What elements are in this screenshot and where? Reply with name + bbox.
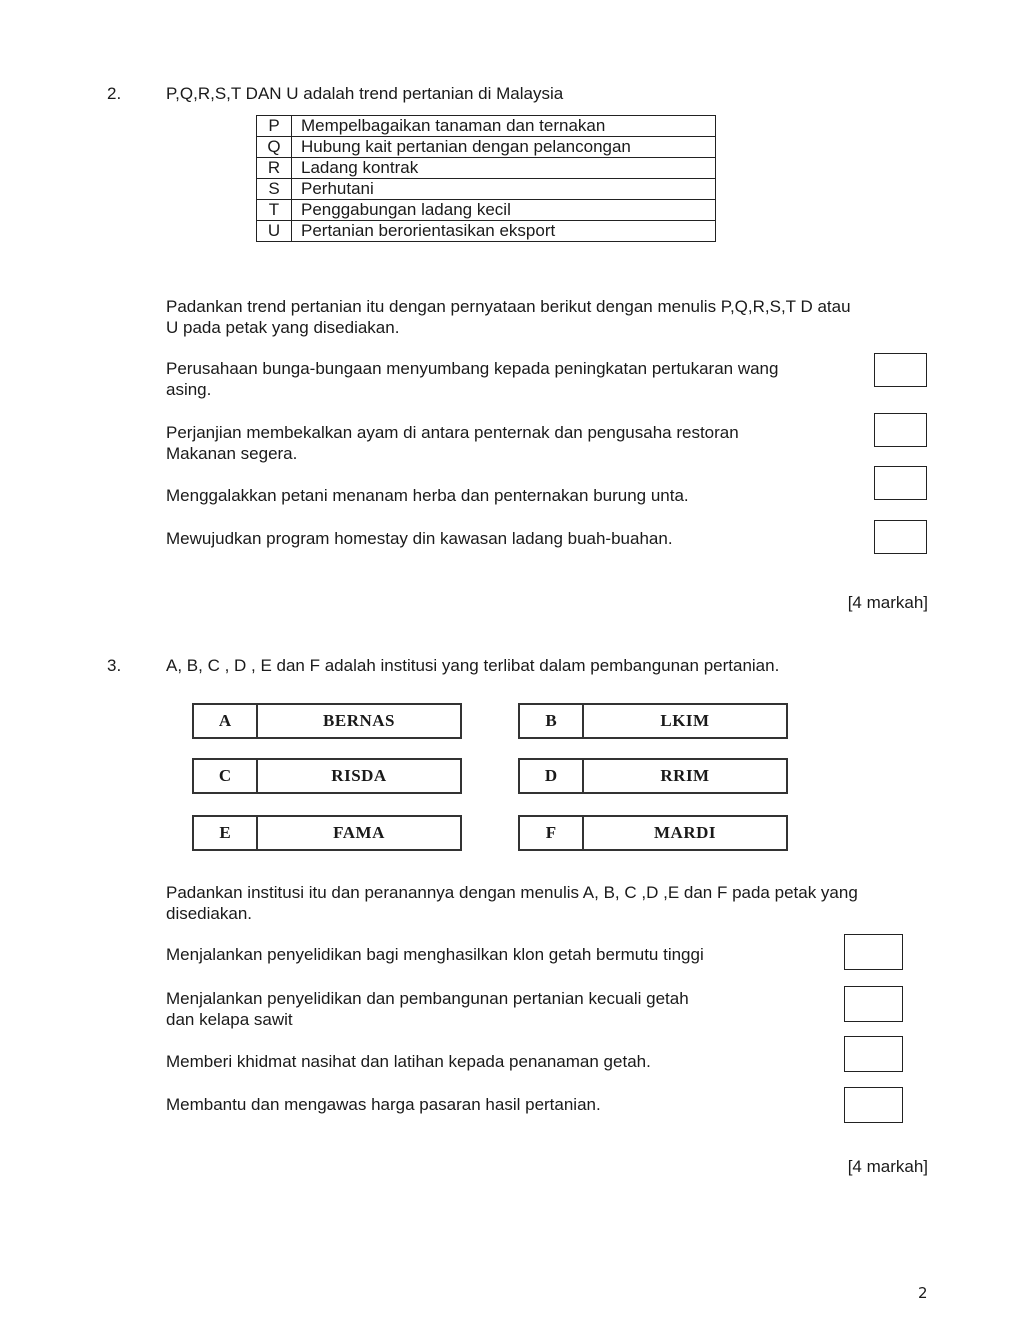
statement-line1: Memberi khidmat nasihat dan latihan kepada penanaman getah. bbox=[166, 1052, 651, 1071]
q2-answer-box-1[interactable] bbox=[874, 353, 927, 387]
q3-statement-3 bbox=[166, 1051, 651, 1072]
q2-answer-box-3[interactable] bbox=[874, 466, 927, 500]
q2-answer-box-4[interactable] bbox=[874, 520, 927, 554]
institution-box-b bbox=[518, 703, 788, 739]
institution-key: B bbox=[520, 705, 584, 737]
trend-key: Q bbox=[257, 137, 292, 158]
q3-answer-box-1[interactable] bbox=[844, 934, 903, 970]
q2-statement-2 bbox=[166, 422, 739, 464]
institution-name: FAMA bbox=[333, 823, 385, 842]
institution-key: C bbox=[194, 760, 258, 792]
table-row bbox=[257, 200, 716, 221]
table-row bbox=[257, 179, 716, 200]
institution-box-f bbox=[518, 815, 788, 851]
table-row bbox=[257, 221, 716, 242]
q3-instruction-line2: disediakan. bbox=[166, 904, 253, 923]
trend-text: Pertanian berorientasikan eksport bbox=[292, 221, 716, 242]
q3-title: A, B, C , D , E dan F adalah institusi yang terlibat dalam pembangunan pertanian. bbox=[166, 656, 780, 675]
institution-key: A bbox=[194, 705, 258, 737]
trend-key: U bbox=[257, 221, 292, 242]
statement-line1: Mewujudkan program homestay din kawasan ladang buah-buahan. bbox=[166, 529, 673, 548]
page-number: 2 bbox=[918, 1284, 928, 1302]
q2-instruction bbox=[166, 296, 851, 338]
institution-name: LKIM bbox=[660, 711, 710, 730]
q3-statement-4 bbox=[166, 1094, 601, 1115]
institution-box-e bbox=[192, 815, 462, 851]
q2-marks: [4 markah] bbox=[847, 593, 928, 612]
statement-line2: Makanan segera. bbox=[166, 444, 298, 463]
q3-instruction bbox=[166, 882, 858, 924]
q2-instruction-line2: U pada petak yang disediakan. bbox=[166, 318, 400, 337]
trend-text: Perhutani bbox=[292, 179, 716, 200]
institution-key: F bbox=[520, 817, 584, 849]
q2-statement-1 bbox=[166, 358, 778, 400]
statement-line1: Menjalankan penyelidikan bagi menghasilkan klon getah bermutu tinggi bbox=[166, 945, 704, 964]
q3-instruction-line1: Padankan institusi itu dan peranannya dengan menulis A, B, C ,D ,E dan F pada petak yang bbox=[166, 883, 858, 902]
institution-box-a bbox=[192, 703, 462, 739]
trend-key: S bbox=[257, 179, 292, 200]
q3-answer-box-3[interactable] bbox=[844, 1036, 903, 1072]
q2-answer-box-2[interactable] bbox=[874, 413, 927, 447]
q2-trend-table bbox=[256, 115, 716, 242]
statement-line2: asing. bbox=[166, 380, 212, 399]
q3-statement-2 bbox=[166, 988, 689, 1030]
q2-statement-3 bbox=[166, 485, 689, 506]
institution-name: BERNAS bbox=[323, 711, 395, 730]
q2-title: P,Q,R,S,T DAN U adalah trend pertanian di Malaysia bbox=[166, 84, 564, 103]
q2-number: 2. bbox=[107, 84, 122, 103]
statement-line1: Menjalankan penyelidikan dan pembangunan pertanian kecuali getah bbox=[166, 989, 689, 1008]
trend-text: Mempelbagaikan tanaman dan ternakan bbox=[292, 116, 716, 137]
institution-name: RRIM bbox=[660, 766, 710, 785]
table-row bbox=[257, 137, 716, 158]
q3-answer-box-2[interactable] bbox=[844, 986, 903, 1022]
q3-statement-1 bbox=[166, 944, 704, 965]
institution-box-d bbox=[518, 758, 788, 794]
q3-marks: [4 markah] bbox=[847, 1157, 928, 1176]
table-row bbox=[257, 116, 716, 137]
trend-text: Penggabungan ladang kecil bbox=[292, 200, 716, 221]
trend-key: P bbox=[257, 116, 292, 137]
statement-line1: Membantu dan mengawas harga pasaran hasil pertanian. bbox=[166, 1095, 601, 1114]
statement-line1: Perjanjian membekalkan ayam di antara penternak dan pengusaha restoran bbox=[166, 423, 739, 442]
q2-statement-4 bbox=[166, 528, 673, 549]
q3-answer-box-4[interactable] bbox=[844, 1087, 903, 1123]
statement-line2: dan kelapa sawit bbox=[166, 1010, 293, 1029]
statement-line1: Perusahaan bunga-bungaan menyumbang kepada peningkatan pertukaran wang bbox=[166, 359, 779, 378]
q3-number: 3. bbox=[107, 656, 122, 675]
institution-name: MARDI bbox=[654, 823, 716, 842]
trend-key: T bbox=[257, 200, 292, 221]
trend-key: R bbox=[257, 158, 292, 179]
statement-line1: Menggalakkan petani menanam herba dan penternakan burung unta. bbox=[166, 486, 689, 505]
institution-key: E bbox=[194, 817, 258, 849]
q2-instruction-line1: Padankan trend pertanian itu dengan pernyataan berikut dengan menulis P,Q,R,S,T D atau bbox=[166, 297, 851, 316]
institution-name: RISDA bbox=[331, 766, 387, 785]
trend-text: Ladang kontrak bbox=[292, 158, 716, 179]
trend-text: Hubung kait pertanian dengan pelancongan bbox=[292, 137, 716, 158]
table-row bbox=[257, 158, 716, 179]
institution-key: D bbox=[520, 760, 584, 792]
institution-box-c bbox=[192, 758, 462, 794]
